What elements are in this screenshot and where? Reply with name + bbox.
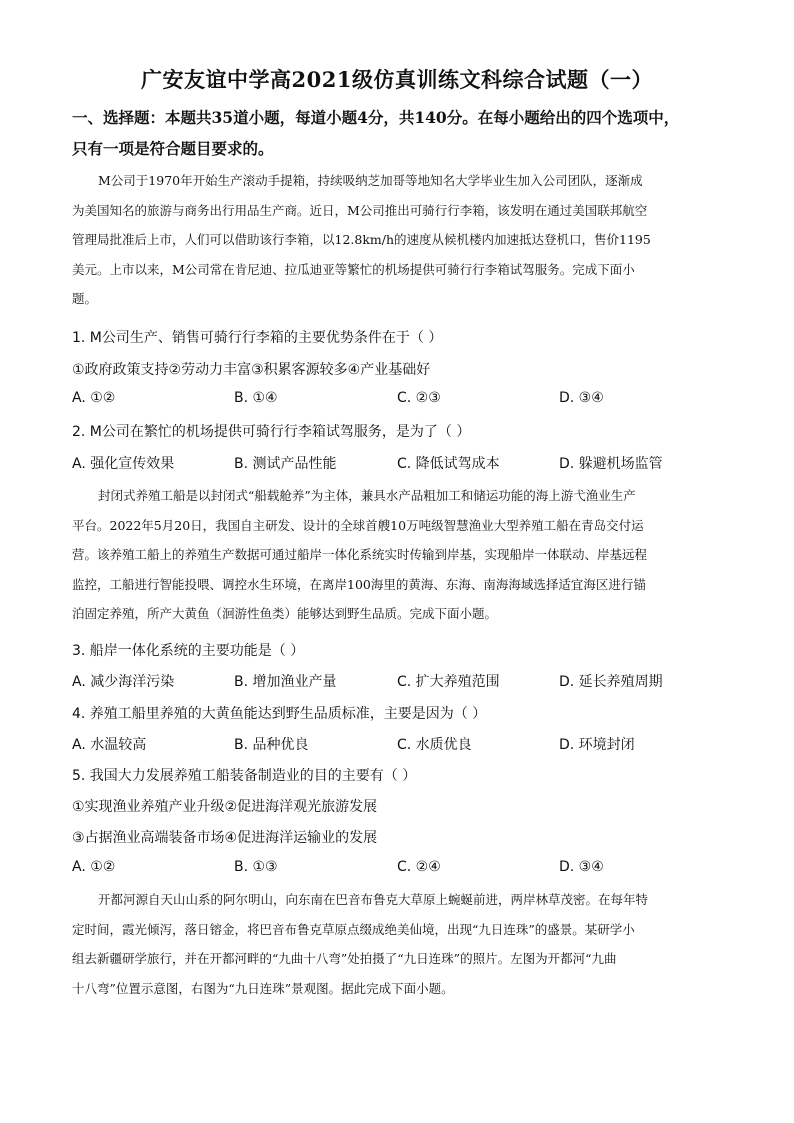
question-4-options <box>72 734 732 754</box>
page-title: 广安友谊中学高2021级仿真训练文科综合试题（一） <box>141 67 653 92</box>
passage-line: 封闭式养殖工船是以封闭式“船载舱养”为主体，兼具水产品粗加工和储运功能的海上游弋渔业生产 <box>98 488 636 503</box>
option-c[interactable]: C. ②④ <box>397 859 441 875</box>
question-1-items: ①政府政策支持②劳动力丰富③积累客源较多④产业基础好 <box>72 362 431 378</box>
question-3-options <box>72 671 732 691</box>
passage-line: 题。 <box>72 291 98 306</box>
passage-line: 开都河源自天山山系的阿尔明山，向东南在巴音布鲁克大草原上蜿蜒前进，两岸林草茂密。在每年特 <box>98 892 649 907</box>
question-1-stem: 1. M公司生产、销售可骑行行李箱的主要优势条件在于（ ） <box>72 330 443 346</box>
option-d[interactable]: D. 躲避机场监管 <box>559 456 663 472</box>
section-instructions <box>72 102 732 164</box>
option-b[interactable]: B. 测试产品性能 <box>234 456 337 472</box>
passage-3 <box>72 885 724 1003</box>
question-5-options <box>72 859 732 879</box>
question-1-options <box>72 390 732 410</box>
passage-line: 组去新疆研学旅行，并在开都河畔的“九曲十八弯”处拍摄了“九日连珠”的照片。左图为开都河“九曲 <box>72 951 617 966</box>
passage-line: 定时间，霞光倾泻，落日镕金，将巴音布鲁克草原点缀成绝美仙境，出现“九日连珠”的盛景。某研学小 <box>72 921 635 937</box>
passage-line: 平台。2022年5月20日，我国自主研发、设计的全球首艘10万吨级智慧渔业大型养殖工船在青岛交付运 <box>72 517 644 533</box>
question-4-stem: 4. 养殖工船里养殖的大黄鱼能达到野生品质标准，主要是因为（ ） <box>72 706 487 722</box>
passage-line: M公司于1970年开始生产滚动手提箱，持续吸纳芝加哥等地知名大学毕业生加入公司团队，逐渐成 <box>98 173 643 188</box>
section-line-1: 一、选择题：本题共35道小题，每道小题4分，共140分。在每小题给出的四个选项中， <box>72 108 680 127</box>
option-a[interactable]: A. ①② <box>72 859 116 875</box>
option-c[interactable]: C. ②③ <box>397 390 441 406</box>
question-5-items-1: ①实现渔业养殖产业升级②促进海洋观光旅游发展 <box>72 799 378 815</box>
option-b[interactable]: B. ①③ <box>234 859 278 875</box>
option-a[interactable]: A. 强化宣传效果 <box>72 456 175 472</box>
question-3-stem: 3. 船岸一体化系统的主要功能是（ ） <box>72 643 305 659</box>
option-d[interactable]: D. ③④ <box>559 390 604 406</box>
section-line-2: 只有一项是符合题目要求的。 <box>72 139 274 158</box>
option-b[interactable]: B. 增加渔业产量 <box>234 674 337 690</box>
passage-line: 监控，工船进行智能投喂、调控水生环境，在离岸100海里的黄海、东海、南海海域选择适宜海区进行锚 <box>72 576 646 592</box>
option-d[interactable]: D. ③④ <box>559 859 604 875</box>
option-a[interactable]: A. ①② <box>72 390 116 406</box>
option-d[interactable]: D. 延长养殖周期 <box>559 674 663 690</box>
question-5-stem: 5. 我国大力发展养殖工船装备制造业的目的主要有（ ） <box>72 768 417 784</box>
question-2-options <box>72 453 732 473</box>
passage-line: 泊固定养殖，所产大黄鱼（洄游性鱼类）能够达到野生品质。完成下面小题。 <box>72 606 498 621</box>
question-2-stem: 2. M公司在繁忙的机场提供可骑行行李箱试驾服务，是为了（ ） <box>72 424 471 440</box>
passage-line: 十八弯”位置示意图，右图为“九日连珠”景观图。据此完成下面小题。 <box>72 980 454 996</box>
option-c[interactable]: C. 扩大养殖范围 <box>397 674 500 690</box>
option-b[interactable]: B. ①④ <box>234 390 278 406</box>
passage-line: 美元。上市以来，M公司常在肯尼迪、拉瓜迪亚等繁忙的机场提供可骑行行李箱试驾服务。完成下面小 <box>72 261 635 277</box>
option-d[interactable]: D. 环境封闭 <box>559 737 635 753</box>
passage-2 <box>72 481 724 629</box>
passage-line: 管理局批准后上市，人们可以借助该行李箱，以12.8km/h的速度从候机楼内加速抵达登机口，售价1195 <box>72 232 651 247</box>
option-b[interactable]: B. 品种优良 <box>234 737 309 753</box>
option-c[interactable]: C. 降低试驾成本 <box>397 456 500 472</box>
passage-line: 为美国知名的旅游与商务出行用品生产商。近日，M公司推出可骑行行李箱，该发明在通过美国联邦航空 <box>72 202 648 218</box>
option-c[interactable]: C. 水质优良 <box>397 737 472 753</box>
option-a[interactable]: A. 减少海洋污染 <box>72 674 175 690</box>
passage-1 <box>72 166 724 314</box>
question-5-items-2: ③占据渔业高端装备市场④促进海洋运输业的发展 <box>72 830 378 846</box>
passage-line: 营。该养殖工船上的养殖生产数据可通过船岸一体化系统实时传输到岸基，实现船岸一体联动、岸基远程 <box>72 547 648 562</box>
option-a[interactable]: A. 水温较高 <box>72 737 147 753</box>
